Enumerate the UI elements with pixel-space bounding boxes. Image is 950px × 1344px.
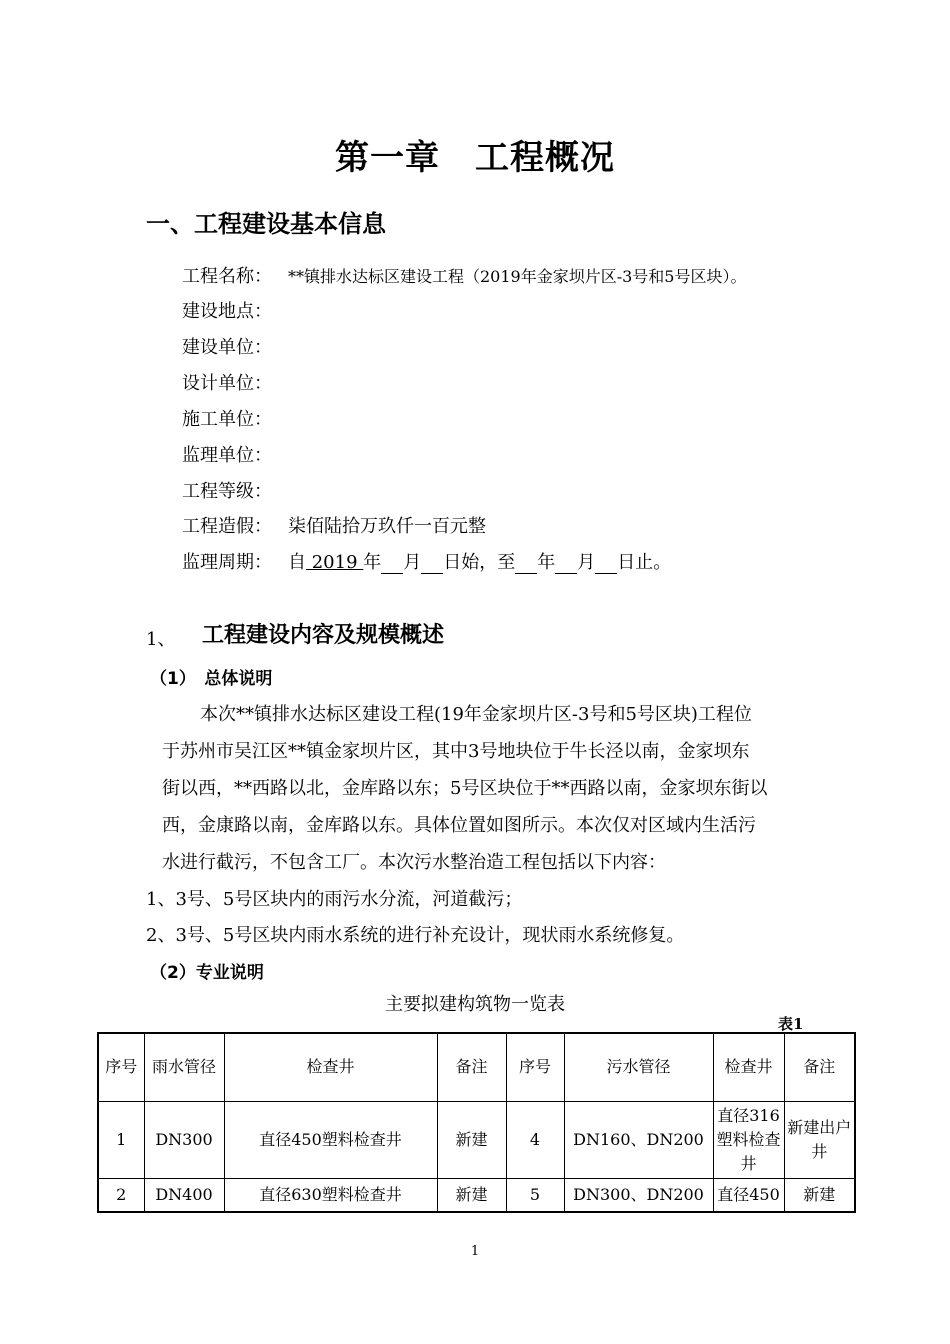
table-cell: DN300: [144, 1101, 224, 1178]
info-owner: [182, 333, 288, 359]
info-cost: [182, 512, 486, 538]
info-supervision: [182, 441, 288, 467]
table-row: [98, 1101, 855, 1178]
info-period: [182, 548, 671, 574]
blank-line: [515, 555, 537, 574]
table-cell: 新建: [437, 1178, 506, 1212]
info-value: 柒佰陆拾万玖仟一百元整: [288, 516, 486, 537]
info-label: 施工单位：: [182, 409, 272, 430]
info-label: 建设地点：: [182, 301, 272, 322]
table-row: [98, 1178, 855, 1212]
structures-table: [97, 1032, 856, 1213]
table-cell: DN160、DN200: [564, 1101, 713, 1178]
period-day-end: 日止。: [617, 552, 672, 573]
paragraph-line: 西，金康路以南，金库路以东。具体位置如图所示。本次仅对区域内生活污: [162, 815, 756, 836]
paragraph-line: 于苏州市吴江区**镇金家坝片区，其中3号地块位于牛长泾以南，金家坝东: [162, 741, 750, 762]
paragraph-line: 街以西，**西路以北，金库路以东；5号区块位于**西路以南，金家坝东街以: [162, 778, 768, 799]
table-cell: 新建出户井: [784, 1101, 855, 1178]
page-number: 1: [470, 1244, 480, 1259]
period-from: 自: [288, 552, 306, 573]
paragraph-line: 水进行截污，不包含工厂。本次污水整治造工程包括以下内容：: [162, 852, 666, 873]
table-header-cell: 序号: [98, 1033, 144, 1101]
blank-line: [555, 555, 577, 574]
info-label: 建设单位：: [182, 337, 272, 358]
period-day-start: 日始，至: [443, 552, 516, 573]
table-caption: 主要拟建构筑物一览表: [385, 994, 565, 1015]
section-title-basic-info: 一、工程建设基本信息: [146, 210, 386, 238]
info-label: 监理单位：: [182, 445, 272, 466]
info-label: 监理周期：: [182, 552, 272, 573]
subsection-title-overview: （1） 总体说明: [150, 669, 273, 689]
info-label: 工程名称：: [182, 266, 272, 287]
table-number: 表1: [778, 1015, 804, 1033]
table-header-cell: 备注: [437, 1033, 506, 1101]
section-title-scope: 工程建设内容及规模概述: [202, 623, 445, 648]
table-header-cell: 检查井: [713, 1033, 784, 1101]
table-cell: 1: [98, 1101, 144, 1178]
info-value: **镇排水达标区建设工程（2019年金家坝片区-3号和5号区块）。: [288, 267, 747, 286]
blank-line: [595, 555, 617, 574]
info-location: [182, 297, 288, 323]
blank-line: [381, 555, 403, 574]
info-grade: [182, 477, 288, 503]
info-project-name: [182, 262, 747, 288]
table-header-cell: 雨水管径: [144, 1033, 224, 1101]
table-cell: 2: [98, 1178, 144, 1212]
period-year-value: 2019: [306, 552, 364, 573]
section-number: 1、: [146, 629, 176, 650]
paragraph-line: 本次**镇排水达标区建设工程(19年金家坝片区-3号和5号区块)工程位: [200, 704, 752, 725]
period-year2: 年: [537, 552, 556, 573]
table-header-cell: 检查井: [224, 1033, 437, 1101]
table-cell: DN400: [144, 1178, 224, 1212]
info-design: [182, 369, 288, 395]
subsection-title-professional: （2）专业说明: [150, 963, 264, 983]
period-year: 年: [363, 552, 382, 573]
table-cell: 4: [506, 1101, 564, 1178]
table-cell: 新建: [784, 1178, 855, 1212]
info-label: 工程造假：: [182, 516, 272, 537]
period-month2: 月: [577, 552, 596, 573]
list-item: 2、3号、5号区块内雨水系统的进行补充设计，现状雨水系统修复。: [146, 925, 685, 946]
info-construction: [182, 405, 288, 431]
table-cell: 新建: [437, 1101, 506, 1178]
chapter-title: 第一章 工程概况: [335, 138, 615, 178]
table-cell: 直径450: [713, 1178, 784, 1212]
table-header-row: [98, 1033, 855, 1101]
table-cell: 直径450塑料检查井: [224, 1101, 437, 1178]
table-cell: 5: [506, 1178, 564, 1212]
info-label: 工程等级：: [182, 481, 272, 502]
table-cell: DN300、DN200: [564, 1178, 713, 1212]
list-item: 1、3号、5号区块内的雨污水分流，河道截污；: [146, 889, 523, 910]
table-header-cell: 序号: [506, 1033, 564, 1101]
period-month: 月: [403, 552, 422, 573]
table-header-cell: 污水管径: [564, 1033, 713, 1101]
table-cell: 直径630塑料检查井: [224, 1178, 437, 1212]
info-label: 设计单位：: [182, 373, 272, 394]
table-cell: 直径316塑料检查井: [713, 1101, 784, 1178]
blank-line: [421, 555, 443, 574]
table-header-cell: 备注: [784, 1033, 855, 1101]
